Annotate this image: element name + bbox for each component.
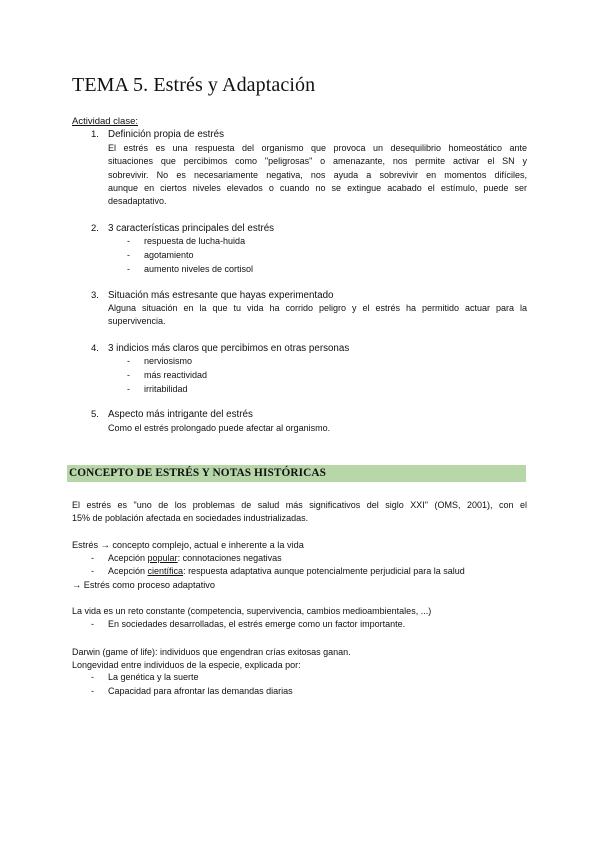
dash-bullet: -	[127, 370, 130, 380]
acepcion-term: popular	[147, 553, 178, 563]
item-paragraph	[108, 142, 527, 208]
activity-heading: Actividad clase:	[72, 116, 139, 127]
list-item: aumento niveles de cortisol	[144, 264, 254, 274]
list-item: respuesta de lucha-huida	[144, 236, 246, 246]
life-bullet: En sociedades desarrolladas, el estrés emerge como un factor importante.	[108, 619, 406, 629]
item-number: 5.	[91, 409, 99, 420]
acepcion-term: científica	[147, 566, 184, 576]
concept-line: Estrés → concepto complejo, actual e inherente a la vida	[72, 540, 304, 550]
item-number: 2.	[91, 223, 99, 234]
item-title: Aspecto más intrigante del estrés	[108, 409, 253, 420]
item-number: 1.	[91, 129, 99, 140]
dash-bullet: -	[127, 236, 130, 246]
process-line: → Estrés como proceso adaptativo	[72, 580, 215, 590]
item-number: 4.	[91, 343, 99, 354]
longevity-bullet: Capacidad para afrontar las demandas diarias	[108, 686, 293, 696]
paragraph-line: sobrevivir. No es necesariamente negativa, nos ayuda a sobrevivir en momentos difíciles,	[108, 169, 527, 180]
longevity-line: Longevidad entre individuos de la especie, explicada por:	[72, 660, 301, 670]
paragraph-line: situaciones que percibimos como "peligrosas" o amenazante, nos permite activar el SN y	[108, 156, 527, 167]
acepcion-popular	[108, 553, 282, 563]
dash-bullet: -	[91, 566, 94, 576]
dash-bullet: -	[127, 356, 130, 366]
acepcion-rest: : connotaciones negativas	[177, 553, 282, 563]
list-item: nerviosismo	[144, 356, 193, 366]
longevity-bullet: La genética y la suerte	[108, 672, 199, 682]
paragraph-line: aunque en ciertos niveles elevados o cuando no se extingue acabado el estímulo, puede ser	[108, 182, 527, 193]
item-number: 3.	[91, 290, 99, 301]
paragraph-line: 15% de población afectada en sociedades industrializadas.	[72, 513, 309, 524]
intro-paragraph	[72, 499, 527, 526]
acepcion-rest: : respuesta adaptativa aunque potencialmente perjudicial para la salud	[183, 566, 465, 576]
list-item: agotamiento	[144, 250, 194, 260]
dash-bullet: -	[127, 250, 130, 260]
item-title: Situación más estresante que hayas experimentado	[108, 290, 334, 301]
dash-bullet: -	[91, 686, 94, 696]
dash-bullet: -	[127, 384, 130, 394]
paragraph-line: supervivencia.	[108, 316, 166, 327]
list-item: irritabilidad	[144, 384, 188, 394]
item-title: Definición propia de estrés	[108, 129, 224, 140]
dash-bullet: -	[91, 553, 94, 563]
item-paragraph	[108, 302, 527, 329]
item-title: 3 características principales del estrés	[108, 223, 275, 234]
paragraph-line: Alguna situación en la que tu vida ha corrido peligro y el estrés ha permitido actuar para la	[108, 303, 527, 313]
darwin-line: Darwin (game of life): individuos que engendran crías exitosas ganan.	[72, 647, 351, 657]
item-title: 3 indicios más claros que percibimos en otras personas	[108, 343, 350, 354]
paragraph-line: El estrés es "uno de los problemas de salud más significativos del siglo XXI" (OMS, 2001), con el	[72, 500, 527, 510]
dash-bullet: -	[91, 672, 94, 682]
dash-bullet: -	[91, 619, 94, 629]
acepcion-prefix: Acepción	[108, 566, 148, 576]
dash-bullet: -	[127, 264, 130, 274]
list-item: más reactividad	[144, 370, 208, 380]
acepcion-cientifica	[108, 566, 465, 576]
acepcion-prefix: Acepción	[108, 553, 148, 563]
paragraph-line: desadaptativo.	[108, 196, 167, 207]
section-heading: CONCEPTO DE ESTRÉS Y NOTAS HISTÓRICAS	[69, 467, 327, 479]
page-title: TEMA 5. Estrés y Adaptación	[72, 74, 316, 96]
item-paragraph: Como el estrés prolongado puede afectar al organismo.	[108, 423, 331, 433]
paragraph-line: El estrés es una respuesta del organismo que provoca un desequilibrio homeostático ante	[108, 143, 527, 153]
life-line: La vida es un reto constante (competencia, supervivencia, cambios medioambientales, ...)	[72, 606, 432, 616]
